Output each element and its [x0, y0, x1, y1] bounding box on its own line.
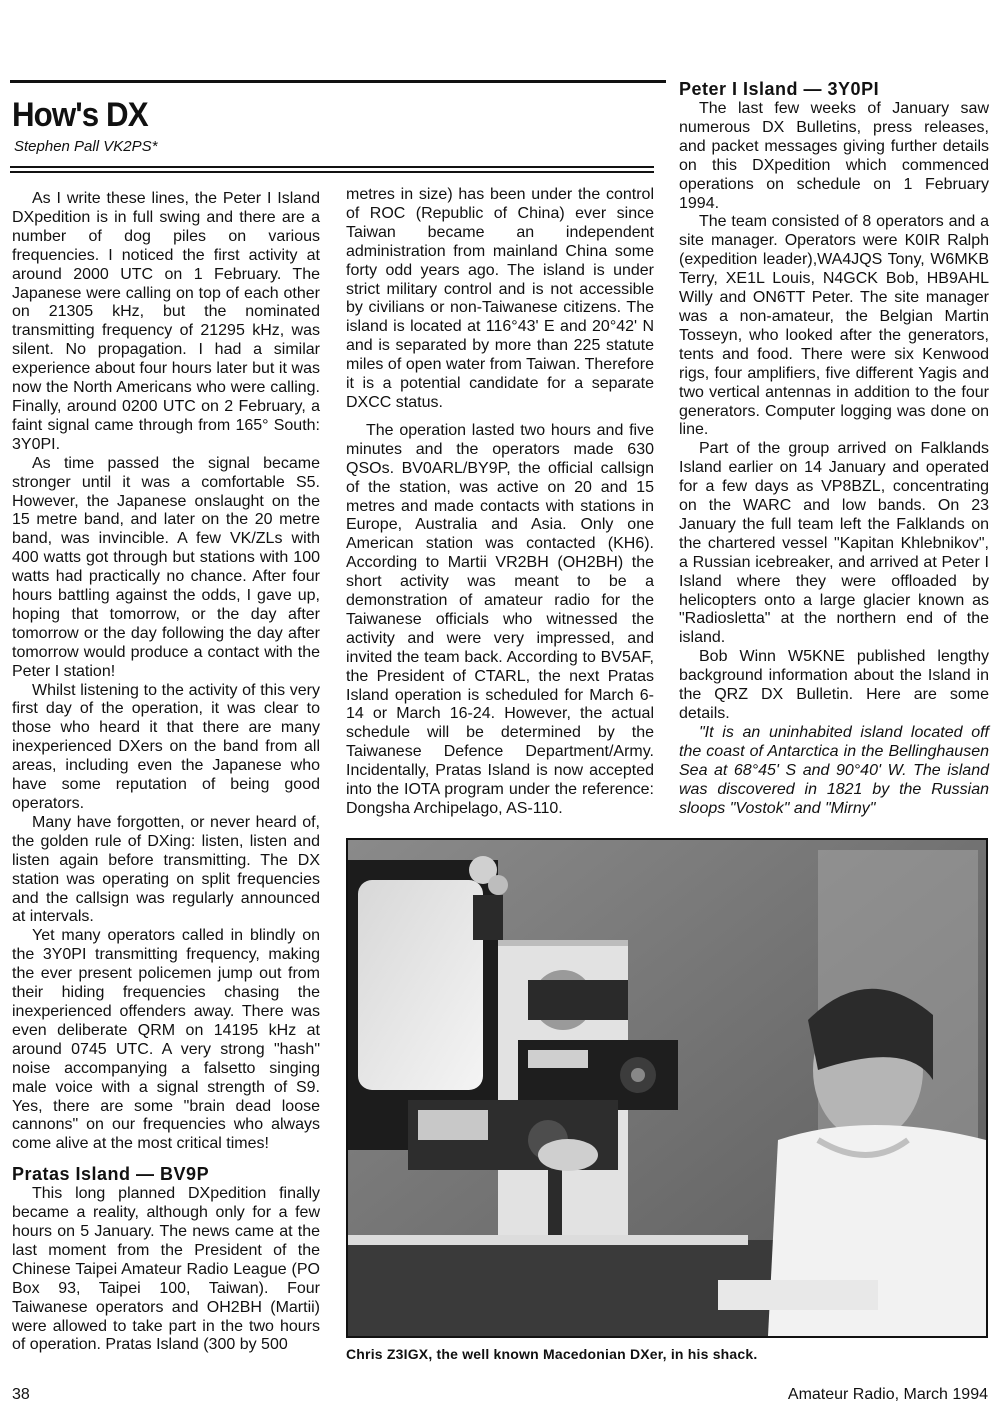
column-2 — [346, 186, 654, 819]
paragraph: metres in size) has been under the control of ROC (Republic of China) ever since Taiwan became an independent administration from mainland China some forty odd years ago. The island is under strict military control and is not accessible by civilians or non-Taiwanese citizens. The island is located at 116°43' E and 20°42' N and is separated by more than 225 statute miles of open water from Taiwan. Therefore it is a potential candidate for a separate DXCC status. — [346, 186, 654, 411]
section-heading-peter-island: Peter I Island — 3Y0PI — [679, 79, 880, 99]
paragraph: The team consisted of 8 operators and a site manager. Operators were K0IR Ralph (expedition leader),WA4JQS Tony, W6MKB Terry, XE1L Louis, N4GCK Bob, HB9AHL Willy and ON6TT Peter. The site manager was a non-amateur, the Belgian Martin Tosseyn, who looked after the generators, tents and food. There were six Kenwood rigs, four amplifiers, five different Yagis and two vertical antennas in addition to the four generators. Computer logging was done on line. — [679, 213, 989, 439]
paragraph: This long planned DXpedition finally became a reality, although only for a few hours on 5 January. The news came at the last moment from the President of the Chinese Taipei Amateur Radio League (PO Box 93, Taipei 100, Taiwan). Four Taiwanese operators and OH2BH (Martii) were allowed to take part in the two hours of operation. Pratas Island (300 by 500 — [12, 1185, 320, 1354]
paragraph: Bob Winn W5KNE published lengthy background information about the Island in the QRZ DX Bulletin. Here are some details. — [679, 648, 989, 722]
article-byline: Stephen Pall VK2PS* — [14, 138, 158, 155]
paragraph: The operation lasted two hours and five minutes and the operators made 630 QSOs. BV0ARL/BY9P, the official callsign of the station, was active on 20 and 15 metres and made contacts with stations in Europe, Australia and Asia. Only one American station was contacted (KH6). According to Martii VR2BH (OH2BH) the short activity was meant to be a demonstration of amateur radio for the Taiwanese officials who witnessed the activity and were very impressed, and invited the team back. According to BV5AF, the President of CTARL, the next Pratas Island operation is scheduled for March 6-14 or March 16-24. However, the actual schedule will be determined by the Taiwanese Defence Department/Army. Incidentally, Pratas Island is now accepted into the IOTA program under the reference: Dongsha Archipelago, AS-110. — [346, 421, 654, 817]
top-rule — [10, 80, 666, 83]
title-rule — [10, 166, 654, 168]
paragraph: As time passed the signal became stronger until it was a comfortable S5. However, the Japanese onslaught on the 15 metre band, and later on the 20 metre band, was invincible. A few VK/ZLs with 400 watts got through but stations with 100 watts had practically no chance. After four hours battling against the odds, I gave up, hoping that tomorrow, or the day after tomorrow or the day following the day after tomorrow would produce a contact with the Peter I station! — [12, 454, 320, 680]
paragraph: Yet many operators called in blindly on the 3Y0PI transmitting frequency, making the ever present policemen jump out from their hiding frequencies chasing the inexperienced offenders away. There was even deliberate QRM on 14195 kHz at around 0745 UTC. A very strong "hash" noise accompanying a falsetto singing male voice with a signal strength of S9. Yes, there are some "brain dead loose cannons" on our frequencies who always come alive at the most critical times! — [12, 927, 320, 1153]
paragraph-quote: "It is an uninhabited island located off the coast of Antarctica in the Bellinghausen Sea at 68°45' S and 90°40' W. The island was discovered in 1821 by the Russian sloops "Vostok" and "Mirny" — [679, 723, 989, 817]
column-3 — [679, 78, 989, 818]
paragraph: As I write these lines, the Peter I Island DXpedition is in full swing and there are a number of dog piles on various frequencies. I noticed the first activity at around 2000 UTC on 1 February. The Japanese were calling on top of each other on 21305 kHz, but the nominated transmitting frequency of 21295 kHz, was silent. No propagation. I had a similar experience about four hours later but it was now the North Americans who were calling. Finally, around 0200 UTC on 2 February, a faint signal came through from 165° South: 3Y0PI. — [12, 190, 320, 453]
page-number: 38 — [12, 1386, 30, 1403]
article-title: How's DX — [12, 96, 148, 134]
section-heading-pratas: Pratas Island — BV9P — [12, 1164, 210, 1185]
column-1 — [12, 190, 320, 1355]
publication-footer: Amateur Radio, March 1994 — [787, 1386, 988, 1403]
shack-photo-illustration — [348, 840, 986, 1336]
paragraph: Many have forgotten, or never heard of, the golden rule of DXing: listen, listen and listen again before transmitting. The DX station was operating on split frequencies and the callsign was regularly announced at intervals. — [12, 813, 320, 926]
paragraph: Part of the group arrived on Falklands Island earlier on 14 January and operated for a few days as VP8BZL, concentrating on the WARC and low bands. On 23 January the full team left the Falklands on the chartered vessel "Kapitan Khlebnikov", a Russian icebreaker, and arrived at Peter I Island where they were offloaded by helicopters onto a large glacier known as "Radiosletta" at the northern end of the island. — [679, 440, 989, 647]
paragraph: The last few weeks of January saw numerous DX Bulletins, press releases, and packet messages giving further details on this DXpedition which commenced operations on schedule on 1 February 1994. — [679, 100, 989, 212]
shack-photo — [346, 838, 988, 1338]
title-rule-2 — [10, 171, 654, 173]
paragraph: Whilst listening to the activity of this very first day of the operation, it was clear to those who heard it that there are many inexperienced DXers on the band from all areas, including even the Japanese who have some reputation of being good operators. — [12, 681, 320, 812]
photo-caption: Chris Z3IGX, the well known Macedonian DXer, in his shack. — [346, 1346, 758, 1362]
